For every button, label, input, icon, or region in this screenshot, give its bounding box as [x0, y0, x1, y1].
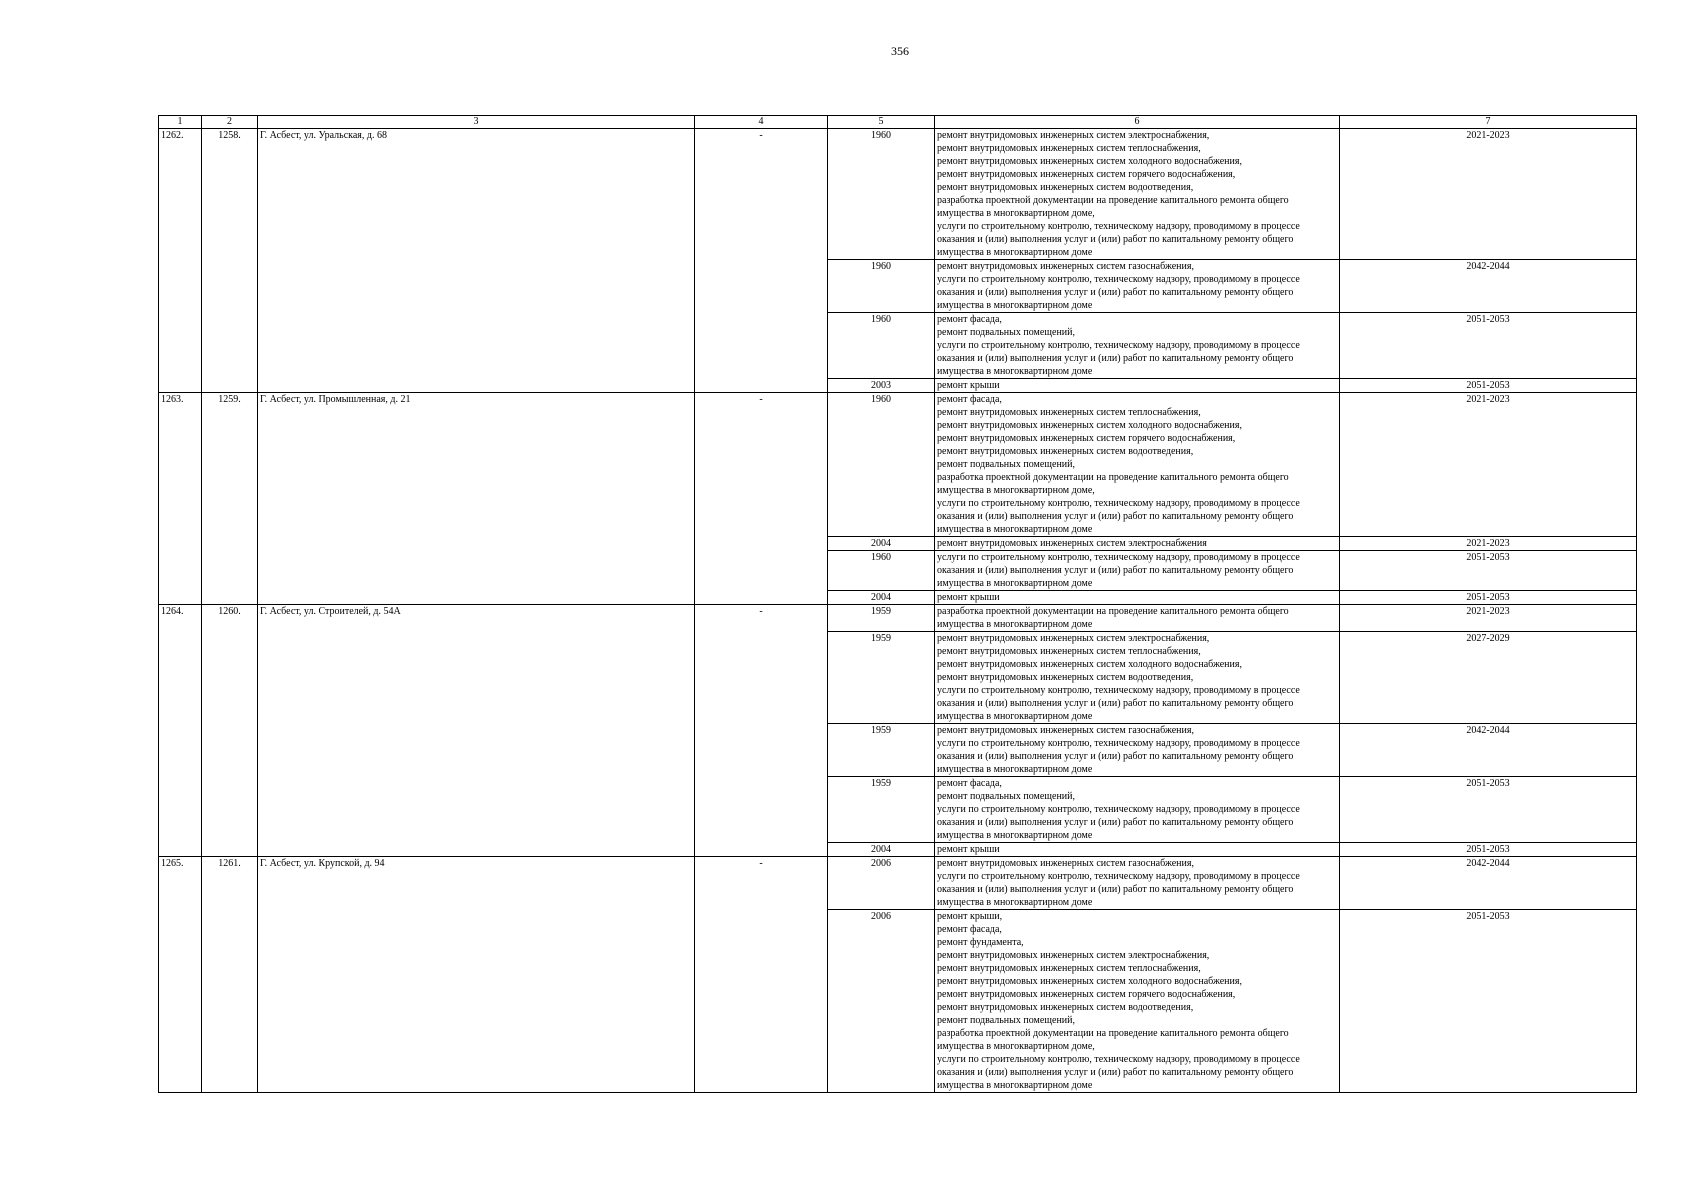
work-line: оказания и (или) выполнения услуг и (или) работ по капитальному ремонту общего	[937, 884, 1294, 895]
table-row	[159, 393, 1637, 537]
work-line: ремонт подвальных помещений,	[937, 791, 1075, 802]
row-number-cell: 1265.	[159, 857, 202, 1093]
work-line: оказания и (или) выполнения услуг и (или) работ по капитальному ремонту общего	[937, 511, 1294, 522]
work-line: услуги по строительному контролю, техническому надзору, проводимому в процессе	[937, 871, 1300, 882]
work-line: ремонт внутридомовых инженерных систем холодного водоснабжения,	[937, 659, 1242, 670]
work-line: ремонт внутридомовых инженерных систем холодного водоснабжения,	[937, 156, 1242, 167]
work-line: услуги по строительному контролю, техническому надзору, проводимому в процессе	[937, 340, 1300, 351]
period-cell: 2051-2053	[1340, 313, 1637, 379]
work-line: ремонт крыши	[937, 380, 1000, 391]
work-line: ремонт подвальных помещений,	[937, 1015, 1075, 1026]
work-line: ремонт внутридомовых инженерных систем водоотведения,	[937, 182, 1194, 193]
work-line: оказания и (или) выполнения услуг и (или) работ по капитальному ремонту общего	[937, 698, 1294, 709]
year-cell: 1960	[828, 129, 935, 260]
year-cell: 1960	[828, 260, 935, 313]
work-line: ремонт внутридомовых инженерных систем электроснабжения,	[937, 633, 1210, 644]
work-line: имущества в многоквартирном доме	[937, 578, 1093, 589]
year-cell: 2006	[828, 857, 935, 910]
work-line: ремонт фасада,	[937, 778, 1002, 789]
col4-cell: -	[695, 129, 828, 393]
table-row	[159, 129, 1637, 260]
work-line: имущества в многоквартирном доме	[937, 897, 1093, 908]
row-number-cell: 1262.	[159, 129, 202, 393]
work-line: ремонт внутридомовых инженерных систем газоснабжения,	[937, 261, 1194, 272]
works-cell	[935, 129, 1340, 260]
works-cell	[935, 777, 1340, 843]
work-line: услуги по строительному контролю, техническому надзору, проводимому в процессе	[937, 738, 1300, 749]
work-line: услуги по строительному контролю, техническому надзору, проводимому в процессе	[937, 498, 1300, 509]
table-row	[159, 605, 1637, 632]
work-line: услуги по строительному контролю, техническому надзору, проводимому в процессе	[937, 1054, 1300, 1065]
header-cell-3: 3	[258, 116, 695, 129]
work-line: имущества в многоквартирном доме	[937, 524, 1093, 535]
header-cell-4: 4	[695, 116, 828, 129]
period-cell: 2021-2023	[1340, 129, 1637, 260]
works-cell	[935, 724, 1340, 777]
period-cell: 2051-2053	[1340, 910, 1637, 1093]
work-line: оказания и (или) выполнения услуг и (или) работ по капитальному ремонту общего	[937, 751, 1294, 762]
work-line: ремонт внутридомовых инженерных систем водоотведения,	[937, 446, 1194, 457]
work-line: ремонт крыши	[937, 592, 1000, 603]
works-cell	[935, 379, 1340, 393]
work-line: услуги по строительному контролю, техническому надзору, проводимому в процессе	[937, 221, 1300, 232]
year-cell: 2006	[828, 910, 935, 1093]
work-line: ремонт внутридомовых инженерных систем теплоснабжения,	[937, 646, 1201, 657]
work-line: разработка проектной документации на проведение капитального ремонта общего	[937, 195, 1289, 206]
works-cell	[935, 551, 1340, 591]
reg-number-cell: 1260.	[202, 605, 258, 857]
year-cell: 1960	[828, 393, 935, 537]
address-cell: Г. Асбест, ул. Строителей, д. 54А	[258, 605, 695, 857]
works-cell	[935, 313, 1340, 379]
year-cell: 1959	[828, 632, 935, 724]
work-line: имущества в многоквартирном доме,	[937, 1041, 1095, 1052]
work-line: имущества в многоквартирном доме	[937, 300, 1093, 311]
work-line: имущества в многоквартирном доме,	[937, 208, 1095, 219]
work-line: ремонт фасада,	[937, 314, 1002, 325]
works-cell	[935, 393, 1340, 537]
period-cell: 2027-2029	[1340, 632, 1637, 724]
work-line: ремонт крыши	[937, 844, 1000, 855]
work-line: имущества в многоквартирном доме,	[937, 485, 1095, 496]
work-line: разработка проектной документации на проведение капитального ремонта общего	[937, 606, 1289, 617]
year-cell: 2004	[828, 843, 935, 857]
work-line: ремонт внутридомовых инженерных систем горячего водоснабжения,	[937, 433, 1236, 444]
work-line: оказания и (или) выполнения услуг и (или) работ по капитальному ремонту общего	[937, 1067, 1294, 1078]
repair-schedule-table	[158, 115, 1637, 1093]
work-line: ремонт фундамента,	[937, 937, 1024, 948]
year-cell: 1959	[828, 605, 935, 632]
work-line: ремонт внутридомовых инженерных систем газоснабжения,	[937, 725, 1194, 736]
work-line: ремонт внутридомовых инженерных систем электроснабжения,	[937, 950, 1210, 961]
work-line: ремонт подвальных помещений,	[937, 459, 1075, 470]
period-cell: 2042-2044	[1340, 260, 1637, 313]
period-cell: 2051-2053	[1340, 551, 1637, 591]
year-cell: 2003	[828, 379, 935, 393]
work-line: ремонт внутридомовых инженерных систем теплоснабжения,	[937, 407, 1201, 418]
work-line: ремонт внутридомовых инженерных систем холодного водоснабжения,	[937, 976, 1242, 987]
work-line: имущества в многоквартирном доме	[937, 366, 1093, 377]
work-line: ремонт внутридомовых инженерных систем электроснабжения,	[937, 130, 1210, 141]
works-cell	[935, 537, 1340, 551]
year-cell: 1959	[828, 724, 935, 777]
work-line: ремонт фасада,	[937, 924, 1002, 935]
work-line: ремонт крыши,	[937, 911, 1003, 922]
col4-cell: -	[695, 605, 828, 857]
work-line: имущества в многоквартирном доме	[937, 1080, 1093, 1091]
period-cell: 2021-2023	[1340, 537, 1637, 551]
header-cell-6: 6	[935, 116, 1340, 129]
work-line: оказания и (или) выполнения услуг и (или) работ по капитальному ремонту общего	[937, 287, 1294, 298]
works-cell	[935, 910, 1340, 1093]
period-cell: 2051-2053	[1340, 843, 1637, 857]
col4-cell: -	[695, 857, 828, 1093]
row-number-cell: 1264.	[159, 605, 202, 857]
work-line: имущества в многоквартирном доме	[937, 619, 1093, 630]
work-line: оказания и (или) выполнения услуг и (или) работ по капитальному ремонту общего	[937, 234, 1294, 245]
header-cell-7: 7	[1340, 116, 1637, 129]
work-line: ремонт внутридомовых инженерных систем холодного водоснабжения,	[937, 420, 1242, 431]
work-line: ремонт внутридомовых инженерных систем теплоснабжения,	[937, 143, 1201, 154]
work-line: услуги по строительному контролю, техническому надзору, проводимому в процессе	[937, 685, 1300, 696]
reg-number-cell: 1258.	[202, 129, 258, 393]
works-cell	[935, 857, 1340, 910]
period-cell: 2051-2053	[1340, 777, 1637, 843]
work-line: имущества в многоквартирном доме	[937, 830, 1093, 841]
reg-number-cell: 1261.	[202, 857, 258, 1093]
period-cell: 2051-2053	[1340, 379, 1637, 393]
work-line: ремонт внутридомовых инженерных систем водоотведения,	[937, 672, 1194, 683]
address-cell: Г. Асбест, ул. Крупской, д. 94	[258, 857, 695, 1093]
work-line: имущества в многоквартирном доме	[937, 247, 1093, 258]
header-cell-1: 1	[159, 116, 202, 129]
work-line: разработка проектной документации на проведение капитального ремонта общего	[937, 1028, 1289, 1039]
header-cell-2: 2	[202, 116, 258, 129]
col4-cell: -	[695, 393, 828, 605]
work-line: услуги по строительному контролю, техническому надзору, проводимому в процессе	[937, 804, 1300, 815]
header-cell-5: 5	[828, 116, 935, 129]
work-line: ремонт фасада,	[937, 394, 1002, 405]
address-cell: Г. Асбест, ул. Уральская, д. 68	[258, 129, 695, 393]
work-line: ремонт внутридомовых инженерных систем газоснабжения,	[937, 858, 1194, 869]
period-cell: 2021-2023	[1340, 393, 1637, 537]
row-number-cell: 1263.	[159, 393, 202, 605]
work-line: оказания и (или) выполнения услуг и (или) работ по капитальному ремонту общего	[937, 353, 1294, 364]
year-cell: 1959	[828, 777, 935, 843]
page-number: 356	[891, 44, 909, 58]
work-line: имущества в многоквартирном доме	[937, 711, 1093, 722]
work-line: оказания и (или) выполнения услуг и (или) работ по капитальному ремонту общего	[937, 565, 1294, 576]
address-cell: Г. Асбест, ул. Промышленная, д. 21	[258, 393, 695, 605]
work-line: ремонт внутридомовых инженерных систем теплоснабжения,	[937, 963, 1201, 974]
work-line: услуги по строительному контролю, техническому надзору, проводимому в процессе	[937, 274, 1300, 285]
period-cell: 2042-2044	[1340, 857, 1637, 910]
period-cell: 2021-2023	[1340, 605, 1637, 632]
year-cell: 1960	[828, 551, 935, 591]
period-cell: 2042-2044	[1340, 724, 1637, 777]
work-line: ремонт внутридомовых инженерных систем водоотведения,	[937, 1002, 1194, 1013]
work-line: ремонт внутридомовых инженерных систем горячего водоснабжения,	[937, 989, 1236, 1000]
table-row	[159, 857, 1637, 910]
work-line: услуги по строительному контролю, техническому надзору, проводимому в процессе	[937, 552, 1300, 563]
year-cell: 2004	[828, 537, 935, 551]
year-cell: 2004	[828, 591, 935, 605]
work-line: разработка проектной документации на проведение капитального ремонта общего	[937, 472, 1289, 483]
work-line: ремонт внутридомовых инженерных систем горячего водоснабжения,	[937, 169, 1236, 180]
works-cell	[935, 605, 1340, 632]
works-cell	[935, 632, 1340, 724]
work-line: ремонт подвальных помещений,	[937, 327, 1075, 338]
works-cell	[935, 260, 1340, 313]
works-cell	[935, 591, 1340, 605]
work-line: оказания и (или) выполнения услуг и (или) работ по капитальному ремонту общего	[937, 817, 1294, 828]
table-body	[159, 129, 1637, 1093]
period-cell: 2051-2053	[1340, 591, 1637, 605]
work-line: имущества в многоквартирном доме	[937, 764, 1093, 775]
works-cell	[935, 843, 1340, 857]
work-line: ремонт внутридомовых инженерных систем электроснабжения	[937, 538, 1207, 549]
year-cell: 1960	[828, 313, 935, 379]
header-row	[159, 116, 1637, 129]
reg-number-cell: 1259.	[202, 393, 258, 605]
